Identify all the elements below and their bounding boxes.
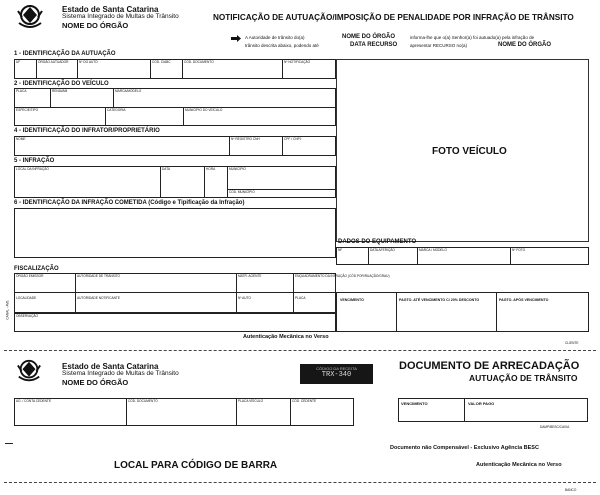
field-autoridade: AUTORIDADE DE TRÂNSITO <box>77 274 121 278</box>
doc-valor-pago: VALOR PAGO <box>468 401 495 406</box>
equipment-title: DADOS DO EQUIPAMENTO <box>338 239 417 245</box>
field-data-afericao: DATA AFERIÇÃO <box>370 248 395 252</box>
cut-line-2 <box>4 482 596 483</box>
document-title: NOTIFICAÇÃO DE AUTUAÇÃO/IMPOSIÇÃO DE PENALIDADE POR INFRAÇÃO DE TRÂNSITO <box>213 13 574 22</box>
field-cod-orgao: CÓD. CIABC <box>152 60 171 64</box>
photo-label: FOTO VEÍCULO <box>432 146 507 157</box>
field-cod-documento: CÓD. DOCUMENTO <box>184 60 214 64</box>
field-renavam: RENAVAM <box>52 89 68 93</box>
field-orgao-emissor: ÓRGÃO EMISSOR <box>16 274 44 278</box>
notice-organ-a: NOME DO ÓRGÃO <box>342 34 396 40</box>
field-municipio-veiculo: MUNICÍPIO DO VEÍCULO <box>185 108 223 112</box>
receita-code-label: CÓDIGO DA RECEITA <box>316 366 357 371</box>
observacao-box <box>14 313 336 332</box>
field-orgao-autuador: ÓRGÃO AUTUADOR <box>38 60 69 64</box>
doc-system: Sistema Integrado de Multas de Trânsito <box>62 370 179 377</box>
doc-title: DOCUMENTO DE ARRECADAÇÃO <box>399 360 580 372</box>
barcode-area: LOCAL PARA CÓDIGO DE BARRA <box>114 460 278 471</box>
section-6-box <box>14 208 336 258</box>
receita-code-value: TRX-340 <box>321 371 352 379</box>
notice-line-a: A Autoridade de trânsito do(a) <box>245 35 305 40</box>
field-matr-agente: MATR. AGENTE <box>238 274 262 278</box>
side-label: CANAL - AVE <box>5 300 10 320</box>
notice-date: DATA RECURSO <box>350 42 398 48</box>
section-6-title: 6 - IDENTIFICAÇÃO DA INFRAÇÃO COMETIDA (Código e Tipificação da Infração) <box>14 200 245 206</box>
field-no-auto: Nº DO AUTO <box>79 60 98 64</box>
field-vencimento: VENCIMENTO <box>340 298 364 302</box>
arrow-right-icon <box>231 35 241 42</box>
field-observacao: OBSERVAÇÃO <box>16 314 39 318</box>
receita-code-box <box>300 364 373 384</box>
field-autoridade-notificante: AUTORIDADE NOTIFICANTE <box>77 296 120 300</box>
field-especie: ESPÉCIE/TIPO <box>16 108 39 112</box>
doc-subtitle: AUTUAÇÃO DE TRÂNSITO <box>469 373 578 383</box>
autenticacao-top: Autenticação Mecânica no Verso <box>243 334 329 340</box>
field-nf: NF <box>338 248 343 252</box>
state-crest-icon-2 <box>16 358 42 384</box>
section-5-box <box>14 166 336 198</box>
autenticacao-bottom: Autenticação Mecânica no Verso <box>476 462 562 468</box>
doc-nao-compensavel: Documento não Compensável - Exclusivo Agência BESC <box>390 445 539 451</box>
doc-vencimento: VENCIMENTO <box>401 401 428 406</box>
field-localidade: LOCALIDADE <box>16 296 37 300</box>
doc-placa-veiculo: PLACA VEÍCULO <box>238 399 264 403</box>
cut-line-1 <box>4 350 596 351</box>
doc-organ: NOME DO ÓRGÃO <box>62 378 129 387</box>
doc-dam: DAMP/BESC/CAIXA <box>540 425 570 429</box>
cliente-label: CLIENTE <box>565 341 579 345</box>
field-pagto-apos: PAGTO. APÓS VENCIMENTO <box>499 298 549 302</box>
field-cod-municipio: CÓD. MUNICÍPIO <box>229 190 255 194</box>
field-municipio: MUNICÍPIO <box>229 167 246 171</box>
state-crest-icon <box>16 3 44 31</box>
notice-line-d: apresentar RECURSO no(a) <box>410 43 468 48</box>
banco-label: BANCO <box>565 488 577 492</box>
doc-ag-conta: AG. / CONTA CEDENTE <box>16 399 52 403</box>
field-placa-2: PLACA <box>295 296 306 300</box>
field-no-foto: Nº FOTO <box>512 248 526 252</box>
field-marca-modelo-eq: MARCA / MODELO <box>419 248 447 252</box>
section-5-title: 5 - INFRAÇÃO <box>14 158 55 164</box>
field-pagto-ate: PAGTO. ATÉ VENCIMENTO C/ 20% DESCONTO <box>399 298 480 302</box>
field-data: DATA <box>162 167 171 171</box>
field-local-infracao: LOCAL DA INFRAÇÃO <box>16 167 49 171</box>
field-uf: UF <box>16 60 21 64</box>
field-categoria: CATEGORIA <box>107 108 126 112</box>
doc-state: Estado de Santa Catarina <box>62 362 159 371</box>
section-2-title: 2 - IDENTIFICAÇÃO DO VEÍCULO <box>14 81 109 87</box>
field-enquadramento: ENQUADRAMENTO DA INFRAÇÃO (CÓD.POR/RUAÇÃO/GRAU) <box>295 274 390 278</box>
field-nome: NOME <box>16 137 26 141</box>
notice-line-c: informa-lhe que o(a) Senhor(a) foi autuado(a) pela infração de <box>410 35 535 40</box>
field-hora: HORA <box>206 167 216 171</box>
fiscalizacao-title: FISCALIZAÇÃO <box>14 266 59 272</box>
field-no-auto-2: Nº AUTO <box>238 296 251 300</box>
field-cpf-cnpj: CPF / CNPJ <box>284 137 302 141</box>
notice-organ-d: NOME DO ÓRGÃO <box>498 42 552 48</box>
header-state: Estado de Santa Catarina <box>62 5 159 14</box>
field-no-notificacao: Nº NOTIFICAÇÃO <box>284 60 311 64</box>
field-marca-modelo: MARCA/MODELO <box>115 89 142 93</box>
doc-cod-documento: CÓD. DOCUMENTO <box>128 399 158 403</box>
section-4-title: 4 - IDENTIFICAÇÃO DO INFRATOR/PROPRIETÁRIO <box>14 128 160 134</box>
field-registro-cnh: Nº REGISTRO CNH <box>231 137 260 141</box>
notice-line-b: trânsito descrita abaixo, podendo até <box>245 43 319 48</box>
fiscalizacao-box <box>14 273 336 313</box>
field-placa: PLACA <box>16 89 27 93</box>
doc-cod-cedente: CÓD. CEDENTE <box>292 399 317 403</box>
header-system: Sistema Integrado de Multas de Trânsito <box>62 13 179 20</box>
header-organ: NOME DO ÓRGÃO <box>62 21 129 30</box>
section-1-title: 1 - IDENTIFICAÇÃO DA AUTUAÇÃO <box>14 51 116 57</box>
